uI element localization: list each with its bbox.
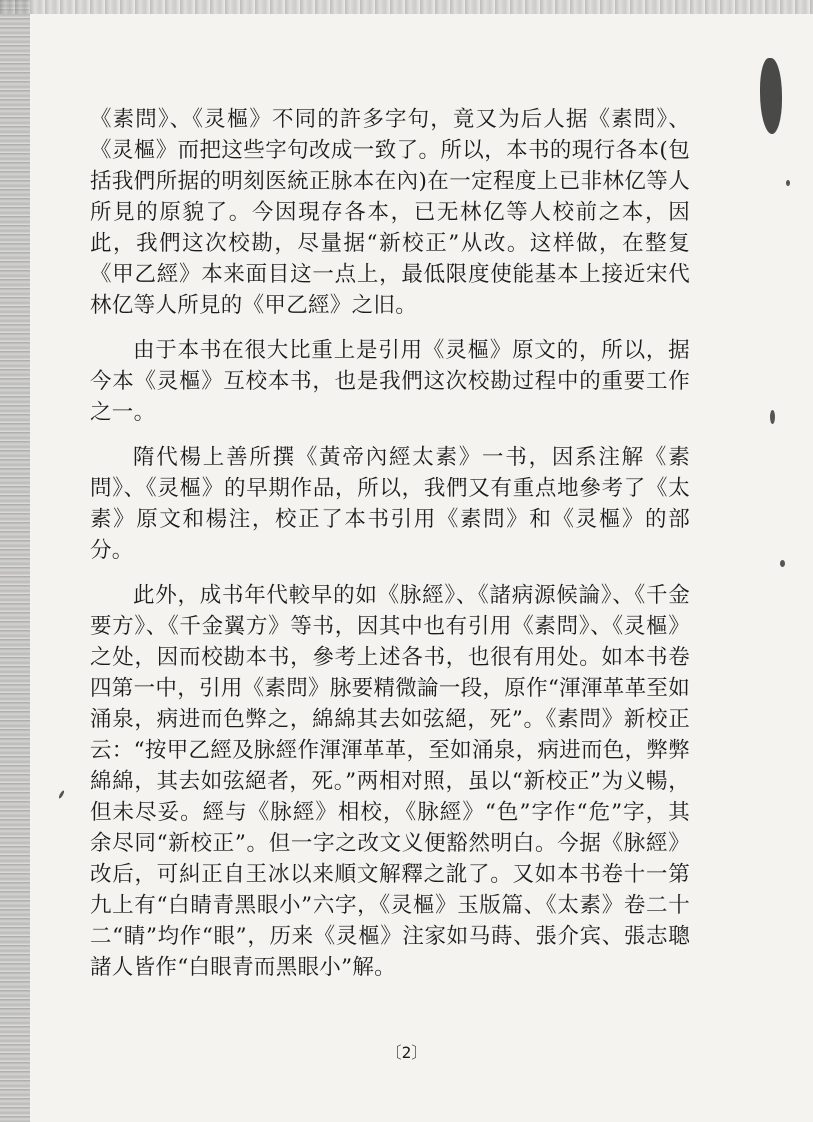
speck [58, 790, 65, 799]
speck [770, 410, 775, 424]
body-text [90, 104, 690, 983]
ink-blot [760, 58, 782, 134]
scan-shadow-left [0, 0, 30, 1122]
page-number: 〔2〕 [385, 1043, 428, 1062]
speck [786, 180, 790, 186]
paragraph: 由于本书在很大比重上是引用《灵樞》原文的，所以，据今本《灵樞》互校本书，也是我們这次校勘过程中的重要工作之一。 [90, 338, 690, 425]
paragraph: 此外，成书年代較早的如《脉經》、《諸病源候論》、《千金要方》、《千金翼方》等书，因其中也有引用《素問》、《灵樞》之处，因而校勘本书，參考上述各书，也很有用处。如本书卷四第一中，引用《素問》脉要精微論一段，原作“渾渾革革至如涌泉，病进而色弊之，綿綿其去如弦絕，死”。《素問》新校正云：“按甲乙經及脉經作渾渾革革，至如涌泉，病进而色，弊弊綿綿，其去如弦絕者，死。”两相对照，虽以“新校正”为义暢，但未尽妥。經与《脉經》相校，《脉經》“色”字作“危”字，其余尽同“新校正”。但一字之改文义便豁然明白。今据《脉經》改后，可糾正自王冰以来順文解釋之訛了。又如本书卷十一第九上有“白睛青黑眼小”六字，《灵樞》玉版篇、《太素》卷二十二“睛”均作“眼”，历来《灵樞》注家如马蒔、張介宾、張志聰諸人皆作“白眼青而黑眼小”解。 [90, 583, 690, 980]
scan-shadow-top [0, 0, 813, 14]
paragraph: 《素問》、《灵樞》不同的許多字句，竟又为后人据《素問》、《灵樞》而把这些字句改成一致了。所以，本书的現行各本(包括我們所据的明刻医統正脉本在內)在一定程度上已非林亿等人所見的原貌了。今因現存各本，已无林亿等人校前之本，因此，我們这次校勘，尽量据“新校正”从改。这样做，在整复《甲乙經》本来面目这一点上，最低限度使能基本上接近宋代林亿等人所見的《甲乙經》之旧。 [90, 107, 690, 318]
paragraph: 隋代楊上善所撰《黃帝內經太素》一书，因系注解《素問》、《灵樞》的早期作品，所以，我們又有重点地參考了《太素》原文和楊注，校正了本书引用《素問》和《灵樞》的部分。 [90, 445, 690, 563]
speck [780, 560, 785, 567]
